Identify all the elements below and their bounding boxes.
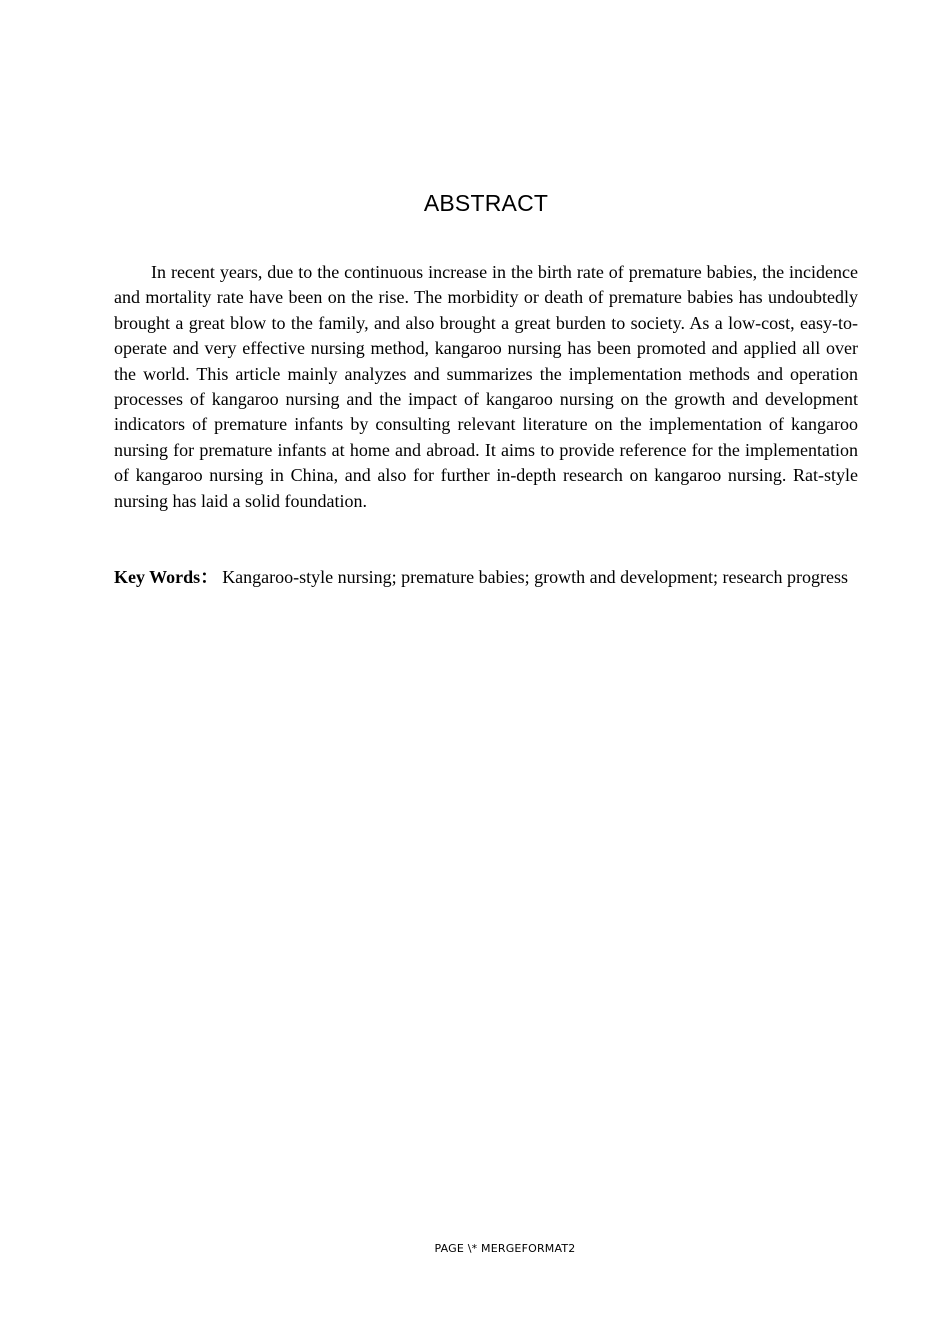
keywords-line bbox=[114, 565, 858, 590]
abstract-title: ABSTRACT bbox=[423, 190, 549, 216]
keywords-separator: ： bbox=[200, 567, 219, 587]
page-footer-field: PAGE \* MERGEFORMAT2 bbox=[434, 1242, 576, 1255]
abstract-paragraph: In recent years, due to the continuous increase in the birth rate of premature babies, the incidence and mortality rate have been on the rise. The morbidity or death of premature babies has undoubtedly brought a great blow to the family, and also brought a great burden to society. As a low-cost, easy-to-operate and very effective nursing method, kangaroo nursing has been promoted and applied all over the world. This article mainly analyzes and summarizes the implementation methods and operation processes of kangaroo nursing and the impact of kangaroo nursing on the growth and development indicators of premature infants by consulting relevant literature on the implementation of kangaroo nursing for premature infants at home and abroad. It aims to provide reference for the implementation of kangaroo nursing in China, and also for further in-depth research on kangaroo nursing. Rat-style nursing has laid a solid foundation. bbox=[114, 262, 858, 511]
keywords-text: Kangaroo-style nursing; premature babies; growth and development; research progress bbox=[222, 567, 848, 587]
keywords-label: Key Words bbox=[114, 567, 201, 587]
